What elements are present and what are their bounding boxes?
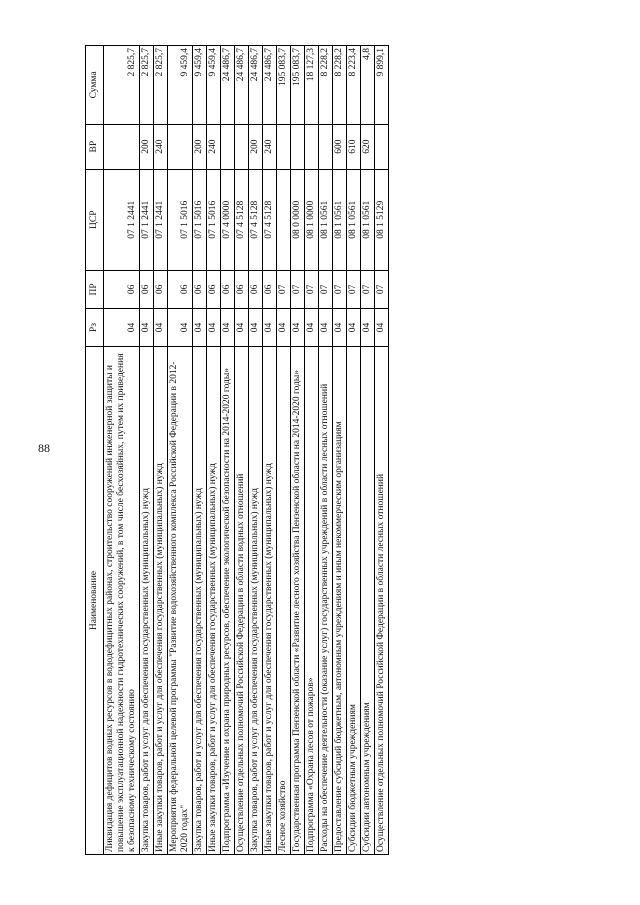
cell-csr: 08 1 0561: [347, 169, 361, 270]
cell-name: Иные закупки товаров, работ и услуг для обеспечения государственных (муниципальных) нужд: [263, 347, 277, 855]
cell-name: Иные закупки товаров, работ и услуг для обеспечения государственных (муниципальных) нужд: [154, 347, 168, 855]
cell-vr: [168, 124, 193, 169]
cell-sum: 24 486,7: [249, 46, 263, 125]
cell-rz: 04: [207, 308, 221, 346]
cell-name: Подпрограмма «Изучение и охрана природных ресурсов, обеспечение экологической безопасности на 2014-2020 годы»: [221, 347, 235, 855]
cell-csr: 07 1 5016: [193, 169, 207, 270]
cell-sum: 2 825,7: [154, 46, 168, 125]
header-vr: ВР: [86, 124, 104, 169]
cell-csr: 08 1 0000: [305, 169, 319, 270]
cell-rz: 04: [263, 308, 277, 346]
cell-rz: 04: [319, 308, 333, 346]
cell-vr: [291, 124, 305, 169]
cell-name: Мероприятия федеральной целевой программы "Развитие водохозяйственного комплекса Российской Федерации в 2012-2020 годах": [168, 347, 193, 855]
cell-sum: 8 228,2: [319, 46, 333, 125]
cell-rz: 04: [305, 308, 319, 346]
cell-pr: 06: [193, 270, 207, 308]
cell-pr: 07: [277, 270, 291, 308]
cell-name: Ликвидация дефицитов водных ресурсов в вододефицитных районах, строительство сооружений инженерной защиты и повышение эксплуатационной надежности гидротехнических сооружений, в том числе бесхозяйных, путем их приведения к безопасному техническому состоянию: [104, 347, 140, 855]
cell-vr: [277, 124, 291, 169]
cell-name: Осуществление отдельных полномочий Российской Федерации в области лесных отношений: [375, 347, 389, 855]
cell-rz: 04: [291, 308, 305, 346]
cell-name: Субсидии бюджетным учреждениям: [347, 347, 361, 855]
table-row: [207, 46, 221, 855]
table-row: [104, 46, 140, 855]
page-number: 88: [38, 441, 50, 455]
cell-pr: 06: [168, 270, 193, 308]
table-row: [168, 46, 193, 855]
cell-vr: 240: [263, 124, 277, 169]
cell-vr: 200: [193, 124, 207, 169]
cell-rz: 04: [375, 308, 389, 346]
cell-csr: 07 4 0000: [221, 169, 235, 270]
cell-rz: 04: [140, 308, 154, 346]
budget-table-rotated: [85, 45, 615, 855]
cell-pr: 06: [235, 270, 249, 308]
cell-vr: [305, 124, 319, 169]
cell-vr: [235, 124, 249, 169]
table-row: [319, 46, 333, 855]
header-sum: Сумма: [86, 46, 104, 125]
cell-csr: 07 1 5016: [207, 169, 221, 270]
cell-pr: 07: [347, 270, 361, 308]
cell-rz: 04: [249, 308, 263, 346]
cell-rz: 04: [277, 308, 291, 346]
cell-sum: 18 127,3: [305, 46, 319, 125]
cell-csr: 07 1 2441: [104, 169, 140, 270]
cell-sum: 9 899,1: [375, 46, 389, 125]
cell-name: Закупка товаров, работ и услуг для обеспечения государственных (муниципальных) нужд: [140, 347, 154, 855]
cell-sum: 9 459,4: [193, 46, 207, 125]
header-csr: ЦСР: [86, 169, 104, 270]
cell-pr: 07: [319, 270, 333, 308]
cell-sum: 24 486,7: [221, 46, 235, 125]
table-row: [263, 46, 277, 855]
cell-csr: 07 4 5128: [263, 169, 277, 270]
cell-vr: 200: [140, 124, 154, 169]
table-row: [305, 46, 319, 855]
cell-csr: 07 1 2441: [154, 169, 168, 270]
cell-sum: 9 459,4: [207, 46, 221, 125]
cell-name: Субсидии автономным учреждениям: [361, 347, 375, 855]
cell-csr: 07 4 5128: [249, 169, 263, 270]
table-row: [221, 46, 235, 855]
table-row: [277, 46, 291, 855]
cell-rz: 04: [235, 308, 249, 346]
cell-name: Закупка товаров, работ и услуг для обеспечения государственных (муниципальных) нужд: [193, 347, 207, 855]
cell-name: Закупка товаров, работ и услуг для обеспечения государственных (муниципальных) нужд: [249, 347, 263, 855]
cell-pr: 06: [221, 270, 235, 308]
table-row: [140, 46, 154, 855]
cell-pr: 07: [305, 270, 319, 308]
cell-rz: 04: [333, 308, 347, 346]
table-row: [291, 46, 305, 855]
cell-vr: 620: [361, 124, 375, 169]
cell-sum: 8 228,2: [333, 46, 347, 125]
cell-rz: 04: [221, 308, 235, 346]
cell-csr: 08 1 5129: [375, 169, 389, 270]
cell-vr: [104, 124, 140, 169]
cell-sum: 195 083,7: [291, 46, 305, 125]
cell-sum: 24 486,7: [235, 46, 249, 125]
cell-sum: 24 486,7: [263, 46, 277, 125]
cell-rz: 04: [361, 308, 375, 346]
cell-csr: 07 1 2441: [140, 169, 154, 270]
cell-vr: [375, 124, 389, 169]
cell-name: Иные закупки товаров, работ и услуг для обеспечения государственных (муниципальных) нужд: [207, 347, 221, 855]
cell-csr: 08 1 0561: [319, 169, 333, 270]
cell-pr: 06: [263, 270, 277, 308]
cell-csr: 08 0 0000: [291, 169, 305, 270]
cell-vr: 240: [207, 124, 221, 169]
header-rz: Рз: [86, 308, 104, 346]
table-row: [375, 46, 389, 855]
cell-vr: 600: [333, 124, 347, 169]
cell-pr: 07: [333, 270, 347, 308]
cell-sum: 8 223,4: [347, 46, 361, 125]
table-header-row: [86, 46, 104, 855]
table-row: [361, 46, 375, 855]
cell-rz: 04: [193, 308, 207, 346]
cell-rz: 04: [347, 308, 361, 346]
cell-csr: [277, 169, 291, 270]
cell-csr: 07 1 5016: [168, 169, 193, 270]
cell-vr: 200: [249, 124, 263, 169]
cell-vr: 610: [347, 124, 361, 169]
cell-sum: 4,8: [361, 46, 375, 125]
cell-name: Предоставление субсидий бюджетным, автономным учреждениям и иным некоммерческим организациям: [333, 347, 347, 855]
table-row: [154, 46, 168, 855]
cell-vr: [319, 124, 333, 169]
cell-name: Расходы на обеспечение деятельности (оказание услуг) государственных учреждений в области лесных отношений: [319, 347, 333, 855]
table-row: [249, 46, 263, 855]
cell-pr: 06: [140, 270, 154, 308]
cell-pr: 06: [104, 270, 140, 308]
cell-pr: 07: [375, 270, 389, 308]
cell-sum: 9 459,4: [168, 46, 193, 125]
cell-vr: 240: [154, 124, 168, 169]
cell-sum: 195 083,7: [277, 46, 291, 125]
table-row: [347, 46, 361, 855]
table-row: [235, 46, 249, 855]
table-row: [193, 46, 207, 855]
cell-csr: 07 4 5128: [235, 169, 249, 270]
cell-rz: 04: [168, 308, 193, 346]
cell-csr: 08 1 0561: [361, 169, 375, 270]
header-name: Наименование: [86, 347, 104, 855]
cell-pr: 06: [154, 270, 168, 308]
cell-pr: 06: [207, 270, 221, 308]
cell-name: Лесное хозяйство: [277, 347, 291, 855]
budget-table: [85, 45, 389, 855]
cell-vr: [221, 124, 235, 169]
cell-rz: 04: [154, 308, 168, 346]
cell-pr: 06: [249, 270, 263, 308]
cell-sum: 2 825,7: [140, 46, 154, 125]
cell-name: Подпрограмма «Охрана лесов от пожаров»: [305, 347, 319, 855]
table-row: [333, 46, 347, 855]
cell-sum: 2 825,7: [104, 46, 140, 125]
header-pr: ПР: [86, 270, 104, 308]
cell-name: Осуществление отдельных полномочий Российской Федерации в области водных отношений: [235, 347, 249, 855]
cell-csr: 08 1 0561: [333, 169, 347, 270]
cell-pr: 07: [291, 270, 305, 308]
cell-name: Государственная программа Пензенской области «Развитие лесного хозяйства Пензенской области на 2014-2020 годы»: [291, 347, 305, 855]
cell-pr: 07: [361, 270, 375, 308]
cell-rz: 04: [104, 308, 140, 346]
